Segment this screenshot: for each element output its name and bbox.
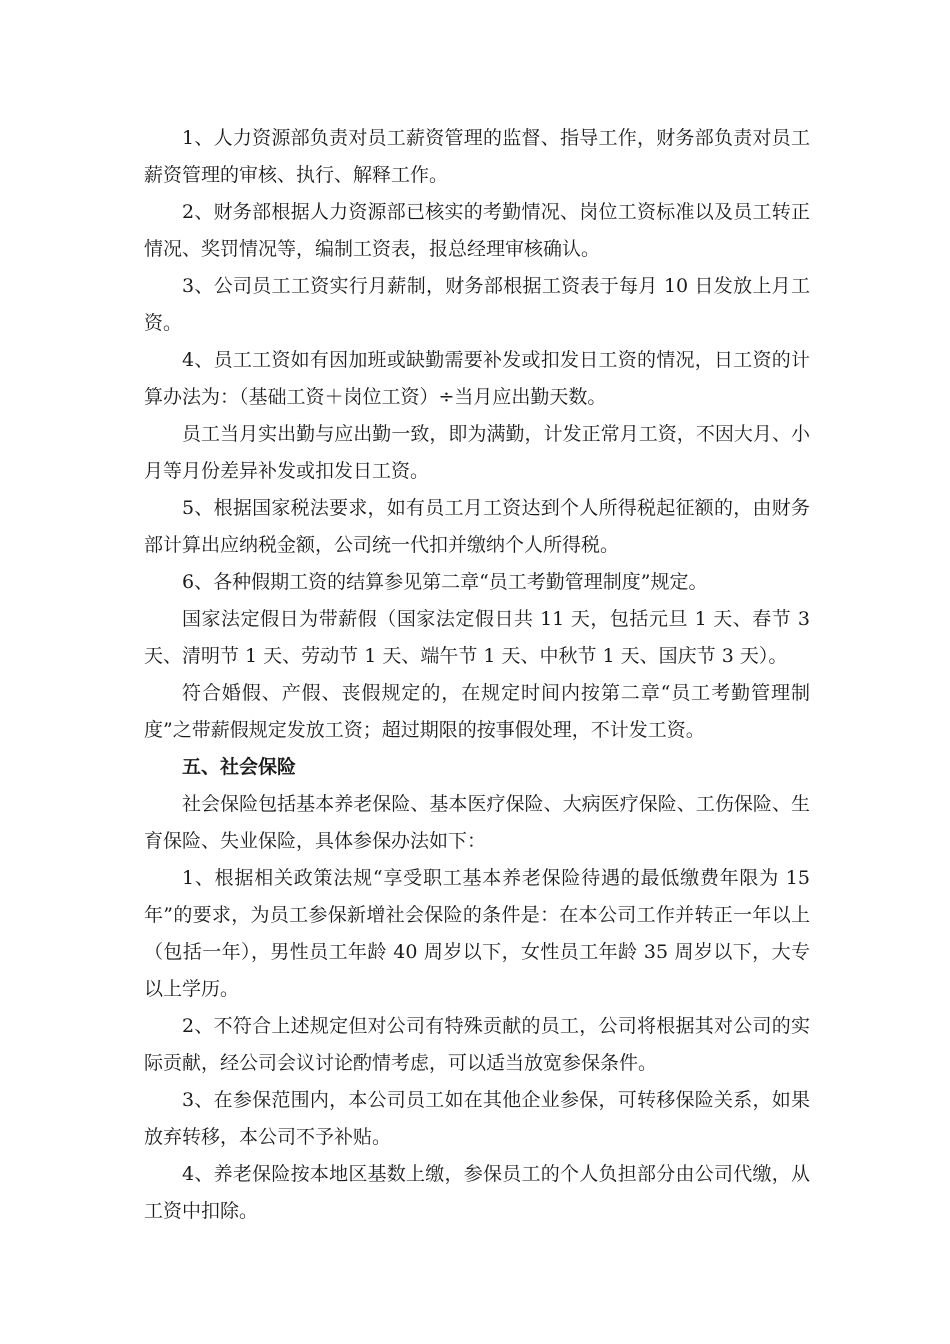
- paragraph-salary-management-duty: 1、人力资源部负责对员工薪资管理的监督、指导工作，财务部负责对员工薪资管理的审核、执行、解释工作。: [144, 127, 810, 186]
- paragraph-special-contribution: 2、不符合上述规定但对公司有特殊贡献的员工，公司将根据其对公司的实际贡献，经公司会议讨论酌情考虑，可以适当放宽参保条件。: [144, 1015, 810, 1074]
- paragraph-statutory-holidays: 国家法定假日为带薪假（国家法定假日共 11 天，包括元旦 1 天、春节 3 天、清明节 1 天、劳动节 1 天、端午节 1 天、中秋节 1 天、国庆节 3 天）。: [144, 608, 810, 667]
- paragraph-insurance-types: 社会保险包括基本养老保险、基本医疗保险、大病医疗保险、工伤保险、生育保险、失业保险，具体参保办法如下：: [144, 793, 810, 852]
- paragraph-full-attendance: 员工当月实出勤与应出勤一致，即为满勤，计发正常月工资，不因大月、小月等月份差异补发或扣发日工资。: [144, 423, 810, 482]
- paragraph-paid-leave-rules: 符合婚假、产假、丧假规定的，在规定时间内按第二章“员工考勤管理制度”之带薪假规定发放工资；超过期限的按事假处理，不计发工资。: [144, 682, 810, 741]
- paragraph-insurance-transfer: 3、在参保范围内，本公司员工如在其他企业参保，可转移保险关系，如果放弃转移，本公司不予补贴。: [144, 1089, 810, 1148]
- paragraph-daily-wage-formula: 4、员工工资如有因加班或缺勤需要补发或扣发日工资的情况，日工资的计算办法为：（基础工资＋岗位工资）÷当月应出勤天数。: [144, 349, 810, 408]
- section-heading-social-insurance: 五、社会保险: [182, 756, 297, 778]
- paragraph-leave-pay: 6、各种假期工资的结算参见第二章“员工考勤管理制度”规定。: [182, 571, 708, 593]
- paragraph-monthly-salary: 3、公司员工工资实行月薪制，财务部根据工资表于每月 10 日发放上月工资。: [144, 275, 810, 334]
- document-body: [144, 120, 810, 1230]
- paragraph-income-tax: 5、根据国家税法要求，如有员工月工资达到个人所得税起征额的，由财务部计算出应纳税金额，公司统一代扣并缴纳个人所得税。: [144, 497, 810, 556]
- paragraph-pension-payment: 4、养老保险按本地区基数上缴，参保员工的个人负担部分由公司代缴，从工资中扣除。: [144, 1163, 810, 1222]
- paragraph-payroll-preparation: 2、财务部根据人力资源部已核实的考勤情况、岗位工资标准以及员工转正情况、奖罚情况等，编制工资表，报总经理审核确认。: [144, 201, 810, 260]
- paragraph-insurance-eligibility: 1、根据相关政策法规“享受职工基本养老保险待遇的最低缴费年限为 15 年”的要求，为员工参保新增社会保险的条件是：在本公司工作并转正一年以上（包括一年），男性员工年龄 40 周岁以下，女性员工年龄 35 周岁以下，大专以上学历。: [144, 867, 810, 1000]
